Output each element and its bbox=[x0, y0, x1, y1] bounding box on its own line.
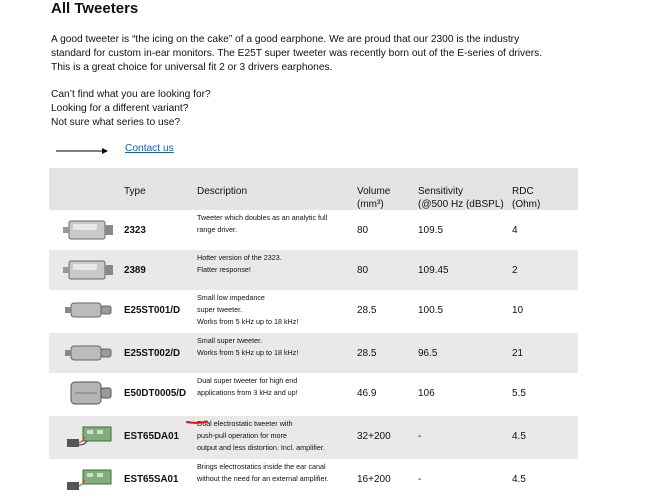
type-cell: E25ST002/D bbox=[124, 348, 181, 359]
intro-line: standard for custom in-ear monitors. The E25T super tweeter was recently born out of the E-series of drivers. bbox=[51, 48, 543, 59]
description-line: output and less distortion. Incl. amplifier. bbox=[197, 443, 325, 452]
type-cell: EST65DA01 bbox=[124, 431, 179, 442]
volume-cell: 32+200 bbox=[357, 431, 391, 442]
header-rdc-unit: (Ohm) bbox=[512, 199, 541, 210]
header-sensitivity-unit: (@500 Hz (dBSPL) bbox=[418, 199, 504, 210]
sensitivity-cell: 109.45 bbox=[418, 265, 449, 276]
description-line: Brings electrostatics inside the ear canal bbox=[197, 462, 326, 471]
rdc-cell: 4.5 bbox=[512, 474, 526, 485]
question-line: Can’t find what you are looking for? bbox=[51, 89, 211, 100]
rdc-cell: 4.5 bbox=[512, 431, 526, 442]
volume-cell: 46.9 bbox=[357, 388, 377, 399]
table-row[interactable] bbox=[49, 290, 578, 333]
type-cell: E25ST001/D bbox=[124, 305, 181, 316]
header-sensitivity bbox=[418, 185, 504, 211]
volume-cell: 80 bbox=[357, 265, 369, 276]
description-line: applications from 3 kHz and up! bbox=[197, 388, 298, 397]
description-cell bbox=[197, 335, 298, 359]
table-row[interactable] bbox=[49, 416, 578, 459]
description-line: Works from 5 kHz up to 18 kHz! bbox=[197, 317, 299, 326]
arrow-right-icon bbox=[56, 147, 108, 155]
sensitivity-cell: 96.5 bbox=[418, 348, 438, 359]
header-rdc-line: RDC bbox=[512, 186, 534, 197]
description-line: without the need for an external amplifier. bbox=[197, 474, 329, 483]
description-line: Tweeter which doubles as an analytic full bbox=[197, 213, 328, 222]
header-volume bbox=[357, 185, 390, 211]
volume-cell: 28.5 bbox=[357, 348, 377, 359]
table-row[interactable] bbox=[49, 333, 578, 373]
description-line: push-pull operation for more bbox=[197, 431, 287, 440]
rdc-cell: 5.5 bbox=[512, 388, 526, 399]
description-line: Small super tweeter. bbox=[197, 336, 263, 345]
tube-driver-icon bbox=[63, 295, 115, 325]
box-driver-icon bbox=[63, 255, 115, 285]
header-description: Description bbox=[197, 186, 248, 197]
electrostatic-pcb-icon bbox=[63, 421, 115, 451]
table-row[interactable] bbox=[49, 459, 578, 499]
header-sensitivity-line: Sensitivity bbox=[418, 186, 464, 197]
box-driver-icon bbox=[63, 215, 115, 245]
volume-cell: 80 bbox=[357, 225, 369, 236]
description-cell bbox=[197, 292, 298, 328]
table-header bbox=[49, 168, 578, 210]
rdc-cell: 10 bbox=[512, 305, 524, 316]
description-line: Dual super tweeter for high end bbox=[197, 376, 298, 385]
description-cell bbox=[197, 252, 282, 276]
table-row[interactable] bbox=[49, 373, 578, 416]
sensitivity-cell: 100.5 bbox=[418, 305, 444, 316]
sensitivity-cell: 106 bbox=[418, 388, 435, 399]
description-line: Dual electrostatic tweeter with bbox=[197, 419, 293, 428]
description-line: super tweeter. bbox=[197, 305, 243, 314]
header-rdc bbox=[512, 185, 540, 211]
description-line: Hotter version of the 2323. bbox=[197, 253, 282, 262]
dual-tube-driver-icon bbox=[63, 378, 115, 408]
rdc-cell: 2 bbox=[512, 265, 518, 276]
contact-us-link[interactable]: Contact us bbox=[125, 143, 174, 154]
description-cell bbox=[197, 418, 325, 454]
tweeter-table bbox=[49, 168, 578, 499]
electrostatic-pcb-icon bbox=[63, 464, 115, 494]
type-cell: 2389 bbox=[124, 265, 146, 276]
red-underline-mark bbox=[186, 420, 208, 424]
description-cell bbox=[197, 375, 298, 399]
table-row[interactable] bbox=[49, 250, 578, 290]
description-line: Flatter response! bbox=[197, 265, 251, 274]
volume-cell: 28.5 bbox=[357, 305, 377, 316]
sensitivity-cell: - bbox=[418, 474, 422, 485]
sensitivity-cell: - bbox=[418, 431, 422, 442]
question-line: Looking for a different variant? bbox=[51, 103, 189, 114]
volume-cell: 16+200 bbox=[357, 474, 391, 485]
type-cell: EST65SA01 bbox=[124, 474, 179, 485]
rdc-cell: 21 bbox=[512, 348, 524, 359]
description-line: range driver. bbox=[197, 225, 237, 234]
page-title: All Tweeters bbox=[51, 0, 139, 17]
intro-paragraph bbox=[51, 33, 542, 75]
type-cell: E50DT0005/D bbox=[124, 388, 187, 399]
description-line: Small low impedance bbox=[197, 293, 265, 302]
header-volume-line: Volume bbox=[357, 186, 391, 197]
intro-line: This is a great choice for universal fit 2 or 3 drivers earphones. bbox=[51, 62, 333, 73]
tube-driver-icon bbox=[63, 338, 115, 368]
description-cell bbox=[197, 212, 327, 236]
type-cell: 2323 bbox=[124, 225, 146, 236]
description-cell bbox=[197, 461, 328, 485]
rdc-cell: 4 bbox=[512, 225, 518, 236]
sensitivity-cell: 109.5 bbox=[418, 225, 444, 236]
table-row[interactable] bbox=[49, 210, 578, 250]
intro-line: A good tweeter is “the icing on the cake” of a good earphone. We are proud that our 2300 is the industry bbox=[51, 34, 520, 45]
help-questions bbox=[51, 88, 211, 130]
header-volume-unit: (mm³) bbox=[357, 199, 384, 210]
question-line: Not sure what series to use? bbox=[51, 117, 181, 128]
header-type: Type bbox=[124, 186, 146, 197]
description-line: Works from 5 kHz up to 18 kHz! bbox=[197, 348, 299, 357]
